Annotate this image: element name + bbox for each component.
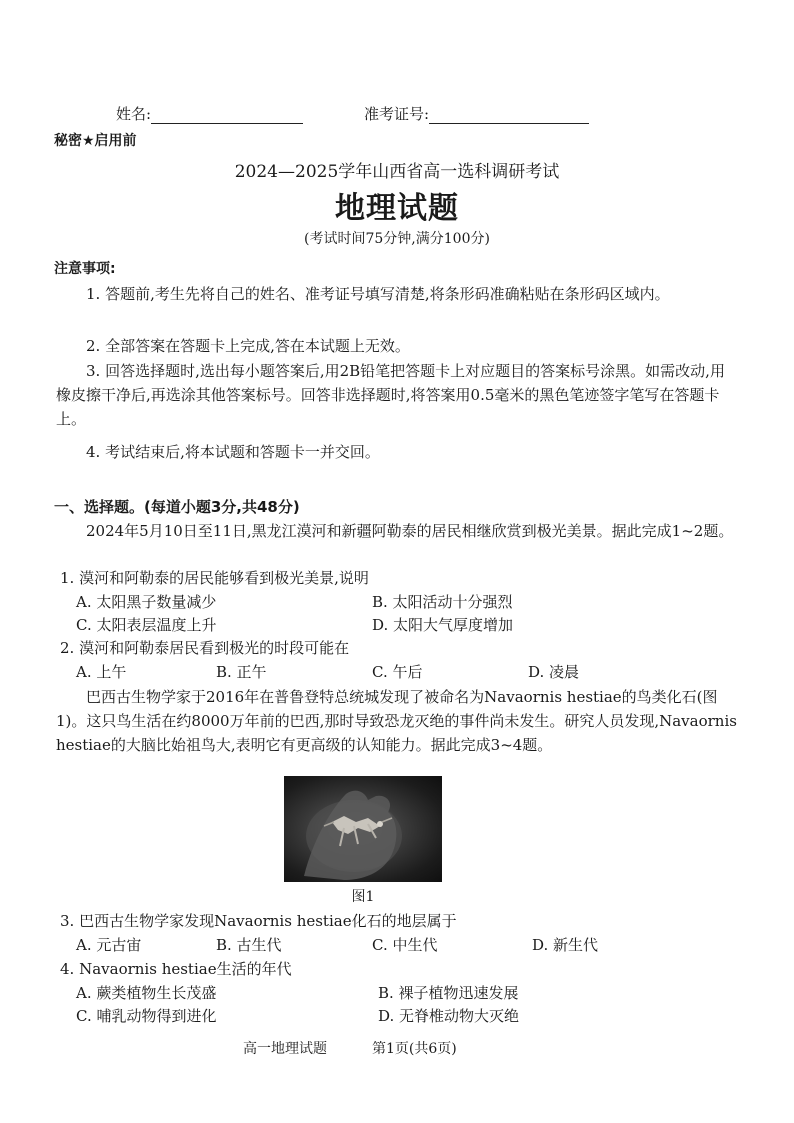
notice-item-3: 3. 回答选择题时,选出每小题答案后,用2B铅笔把答题卡上对应题目的答案标号涂黑。如需改动,用橡皮擦干净后,再选涂其他答案标号。回答非选择题时,将答案用0.5毫米的黑色笔迹签字笔写在答题卡上。	[56, 362, 725, 428]
notice-item-1: 1. 答题前,考生先将自己的姓名、准考证号填写清楚,将条形码准确粘贴在条形码区域内。	[86, 285, 670, 303]
footer-subject: 高一地理试题	[243, 1041, 327, 1057]
question-2-option-a[interactable]: A. 上午	[76, 663, 127, 681]
question-1-option-c[interactable]: C. 太阳表层温度上升	[76, 616, 217, 634]
name-label: 姓名:	[116, 105, 152, 123]
question-3-option-a[interactable]: A. 元古宙	[76, 936, 142, 954]
question-2-option-b[interactable]: B. 正午	[216, 663, 267, 681]
name-field-row	[116, 103, 303, 124]
fossil-illustration	[284, 776, 442, 882]
question-2-stem: 2. 漠河和阿勒泰居民看到极光的时段可能在	[60, 639, 350, 657]
fossil-photo	[284, 776, 442, 882]
passage-2: 巴西古生物学家于2016年在普鲁登特总统城发现了被命名为Navaornis hestiae的鸟类化石(图1)。这只鸟生活在约8000万年前的巴西,那时导致恐龙灭绝的事件尚未发生。研究人员发现,Navaornis hestiae的大脑比始祖鸟大,表明它有更高级的认知能力。据此完成3~4题。	[56, 688, 737, 754]
subject-title: 地理试题	[335, 191, 459, 226]
footer-page-number: 第1页(共6页)	[372, 1041, 457, 1057]
exam-info: (考试时间75分钟,满分100分)	[304, 231, 490, 247]
question-4-option-d[interactable]: D. 无脊椎动物大灭绝	[378, 1007, 520, 1025]
section-title: 一、选择题。(每道小题3分,共48分)	[54, 498, 300, 516]
question-2-option-c[interactable]: C. 午后	[372, 663, 423, 681]
exam-id-label: 准考证号:	[364, 105, 430, 123]
question-4-option-a[interactable]: A. 蕨类植物生长茂盛	[76, 984, 217, 1002]
passage-1: 2024年5月10日至11日,黑龙江漠河和新疆阿勒泰的居民相继欣赏到极光美景。据此完成1~2题。	[86, 522, 734, 540]
question-1-option-b[interactable]: B. 太阳活动十分强烈	[372, 593, 513, 611]
question-3-stem: 3. 巴西古生物学家发现Navaornis hestiae化石的地层属于	[60, 912, 457, 930]
question-1-option-a[interactable]: A. 太阳黑子数量减少	[76, 593, 217, 611]
exam-id-blank-line[interactable]	[429, 107, 589, 124]
question-1-option-d[interactable]: D. 太阳大气厚度增加	[372, 616, 514, 634]
notice-item-2: 2. 全部答案在答题卡上完成,答在本试题上无效。	[86, 337, 410, 355]
question-1-stem: 1. 漠河和阿勒泰的居民能够看到极光美景,说明	[60, 569, 369, 587]
exam-id-field-row	[364, 103, 589, 124]
notice-item-4: 4. 考试结束后,将本试题和答题卡一并交回。	[86, 443, 380, 461]
question-4-stem: 4. Navaornis hestiae生活的年代	[60, 960, 292, 978]
name-blank-line[interactable]	[151, 107, 303, 124]
secret-mark: 秘密★启用前	[54, 133, 137, 149]
figure-caption: 图1	[351, 889, 375, 905]
question-3-option-d[interactable]: D. 新生代	[532, 936, 599, 954]
question-3-option-c[interactable]: C. 中生代	[372, 936, 438, 954]
question-4-option-b[interactable]: B. 裸子植物迅速发展	[378, 984, 519, 1002]
question-3-option-b[interactable]: B. 古生代	[216, 936, 282, 954]
notice-title: 注意事项:	[54, 261, 116, 277]
question-4-option-c[interactable]: C. 哺乳动物得到进化	[76, 1007, 217, 1025]
question-2-option-d[interactable]: D. 凌晨	[528, 663, 580, 681]
exam-title: 2024—2025学年山西省高一选科调研考试	[234, 162, 560, 182]
